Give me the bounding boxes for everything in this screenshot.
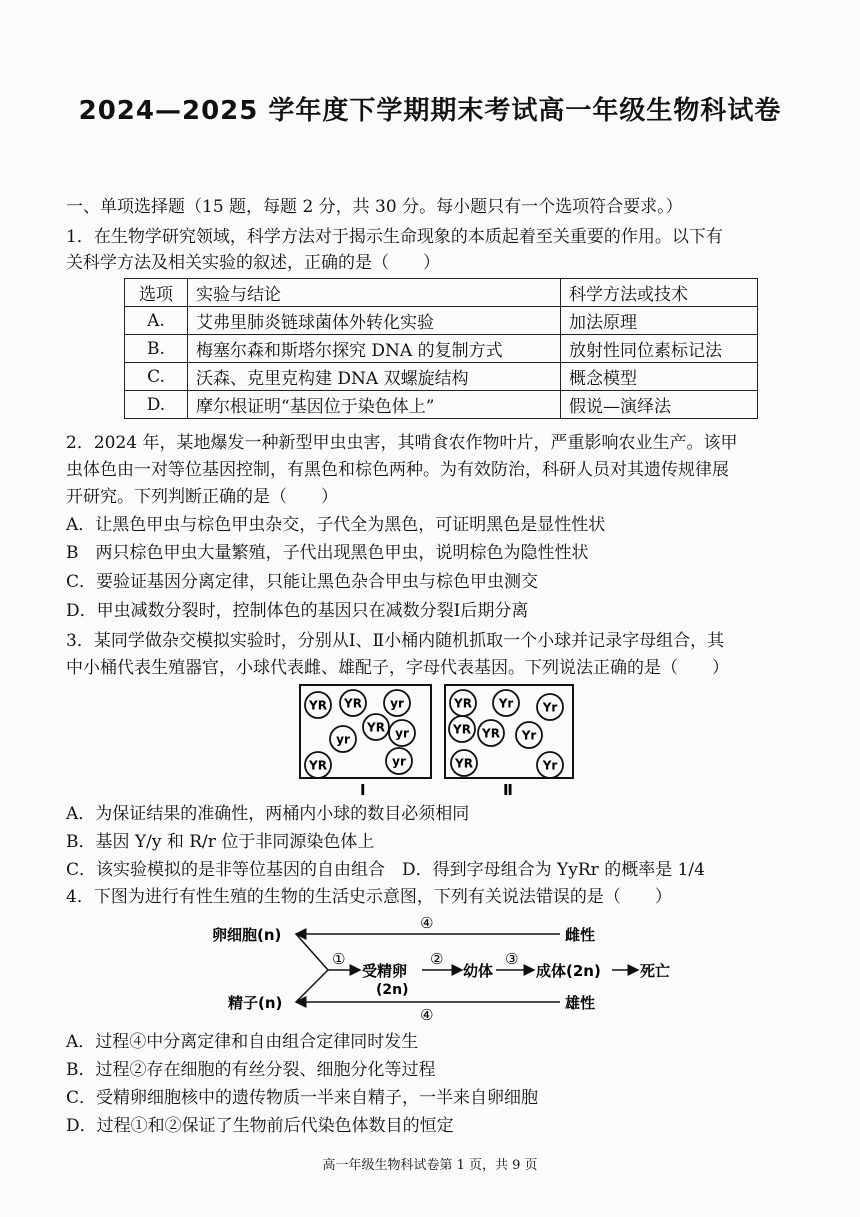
table-header: 科学方法或技术 [561, 279, 758, 307]
ball-label: YR [482, 726, 500, 741]
table-header: 选项 [125, 279, 188, 307]
step4-bottom-label: ④ [420, 1006, 434, 1022]
table-cell: 加法原理 [561, 307, 758, 335]
egg-to-fertilization [296, 934, 328, 970]
ball-label: Yr [542, 700, 558, 715]
step2-label: ② [430, 950, 444, 968]
table-header-row [125, 279, 758, 307]
table-cell: 假说—演绎法 [561, 391, 758, 419]
table-row [125, 307, 758, 335]
table-cell: D. [125, 391, 188, 419]
zygote-label: 受精卵 [362, 962, 408, 980]
q1-stem-line2: 关科学方法及相关实验的叙述，正确的是（ ） [66, 253, 440, 273]
ball-label: Yr [498, 696, 514, 711]
ball-label: YR [454, 696, 472, 711]
table-header: 实验与结论 [188, 279, 561, 307]
life-cycle-diagram [200, 912, 680, 1022]
page-footer: 高一年级生物科试卷第 1 页，共 9 页 [322, 1158, 538, 1173]
ball-label: YR [453, 722, 471, 737]
female-label: 雌性 [565, 926, 596, 944]
table-cell: C. [125, 363, 188, 391]
table-row [125, 391, 758, 419]
q4-option-b: B．过程②存在细胞的有丝分裂、细胞分化等过程 [66, 1060, 436, 1080]
male-label: 雄性 [565, 994, 596, 1012]
page-title: 2024—2025 学年度下学期期末考试高一年级生物科试卷 [78, 96, 782, 126]
q2-option-a: A．让黑色甲虫与棕色甲虫杂交，子代全为黑色，可证明黑色是显性性状 [66, 515, 606, 535]
zygote-ploidy: (2n) [376, 982, 409, 998]
table-cell: A. [125, 307, 188, 335]
q2-stem-line1: 2．2024 年，某地爆发一种新型甲虫虫害，其啃食农作物叶片，严重影响农业生产。该甲 [66, 433, 738, 453]
table-cell: 摩尔根证明“基因位于染色体上” [188, 391, 561, 419]
ball-label: Yr [542, 758, 558, 773]
q2-option-c: C．要验证基因分离定律，只能让黑色杂合甲虫与棕色甲虫测交 [66, 572, 539, 592]
q3-stem-line1: 3．某同学做杂交模拟实验时，分别从Ⅰ、Ⅱ小桶内随机抓取一个小球并记录字母组合，其 [66, 631, 725, 651]
ball-label: yr [390, 696, 404, 711]
table-cell: 艾弗里肺炎链球菌体外转化实验 [188, 307, 561, 335]
ball-label: Yr [521, 728, 537, 743]
table-cell: 沃森、克里克构建 DNA 双螺旋结构 [188, 363, 561, 391]
table-cell: 放射性同位素标记法 [561, 335, 758, 363]
step3-label: ③ [505, 950, 519, 968]
q2-stem-line3: 开研究。下列判断正确的是（ ） [66, 487, 338, 507]
step4-top-label: ④ [420, 914, 434, 932]
q1-stem-line1: 1．在生物学研究领域，科学方法对于揭示生命现象的本质起着至关重要的作用。以下有 [66, 227, 723, 247]
ball-label: YR [367, 720, 385, 735]
table-cell: B. [125, 335, 188, 363]
q4-option-c: C．受精卵细胞核中的遗传物质一半来自精子，一半来自卵细胞 [66, 1088, 539, 1108]
ball-label: YR [455, 756, 473, 771]
ball-label: yr [336, 732, 350, 747]
ball-label: YR [344, 696, 362, 711]
section-heading: 一、单项选择题（15 题，每题 2 分，共 30 分。每小题只有一个选项符合要求。） [66, 197, 683, 217]
q3-stem-line2: 中小桶代表生殖器官，小球代表雌、雄配子，字母代表基因。下列说法正确的是（ ） [66, 658, 729, 678]
sperm-label: 精子(n) [228, 994, 283, 1012]
q3-option-b: B．基因 Y/y 和 R/r 位于非同源染色体上 [66, 832, 375, 852]
q4-stem: 4．下图为进行有性生殖的生物的生活史示意图，下列有关说法错误的是（ ） [66, 887, 672, 907]
table-cell: 梅塞尔森和斯塔尔探究 DNA 的复制方式 [188, 335, 561, 363]
step1-label: ① [332, 950, 346, 968]
sperm-to-fertilization [296, 970, 328, 1002]
ball-label: YR [309, 698, 327, 713]
bucket-1-label: Ⅰ [360, 781, 366, 798]
ball-label: yr [395, 726, 409, 741]
q2-option-b: B 两只棕色甲虫大量繁殖，子代出现黑色甲虫，说明棕色为隐性性状 [66, 543, 589, 563]
bucket-2-label: Ⅱ [503, 781, 513, 798]
bucket-diagram [298, 683, 578, 798]
q1-table [124, 278, 758, 419]
q2-stem-line2: 虫体色由一对等位基因控制，有黑色和棕色两种。为有效防治，科研人员对其遗传规律展 [66, 460, 729, 480]
ball-label: YR [309, 758, 327, 773]
egg-label: 卵细胞(n) [212, 926, 282, 944]
q4-option-a: A．过程④中分离定律和自由组合定律同时发生 [66, 1032, 419, 1052]
table-cell: 概念模型 [561, 363, 758, 391]
table-row [125, 335, 758, 363]
q2-option-d: D．甲虫减数分裂时，控制体色的基因只在减数分裂Ⅰ后期分离 [66, 601, 529, 621]
q3-option-cd: C．该实验模拟的是非等位基因的自由组合 D．得到字母组合为 YyRr 的概率是 1/4 [66, 860, 705, 880]
table-row [125, 363, 758, 391]
q4-option-d: D．过程①和②保证了生物前后代染色体数目的恒定 [66, 1116, 454, 1136]
ball-label: yr [392, 754, 406, 769]
q3-option-a: A．为保证结果的准确性，两桶内小球的数目必须相同 [66, 804, 470, 824]
adult-label: 成体(2n) [536, 962, 601, 980]
larva-label: 幼体 [463, 962, 494, 980]
death-label: 死亡 [640, 962, 671, 980]
